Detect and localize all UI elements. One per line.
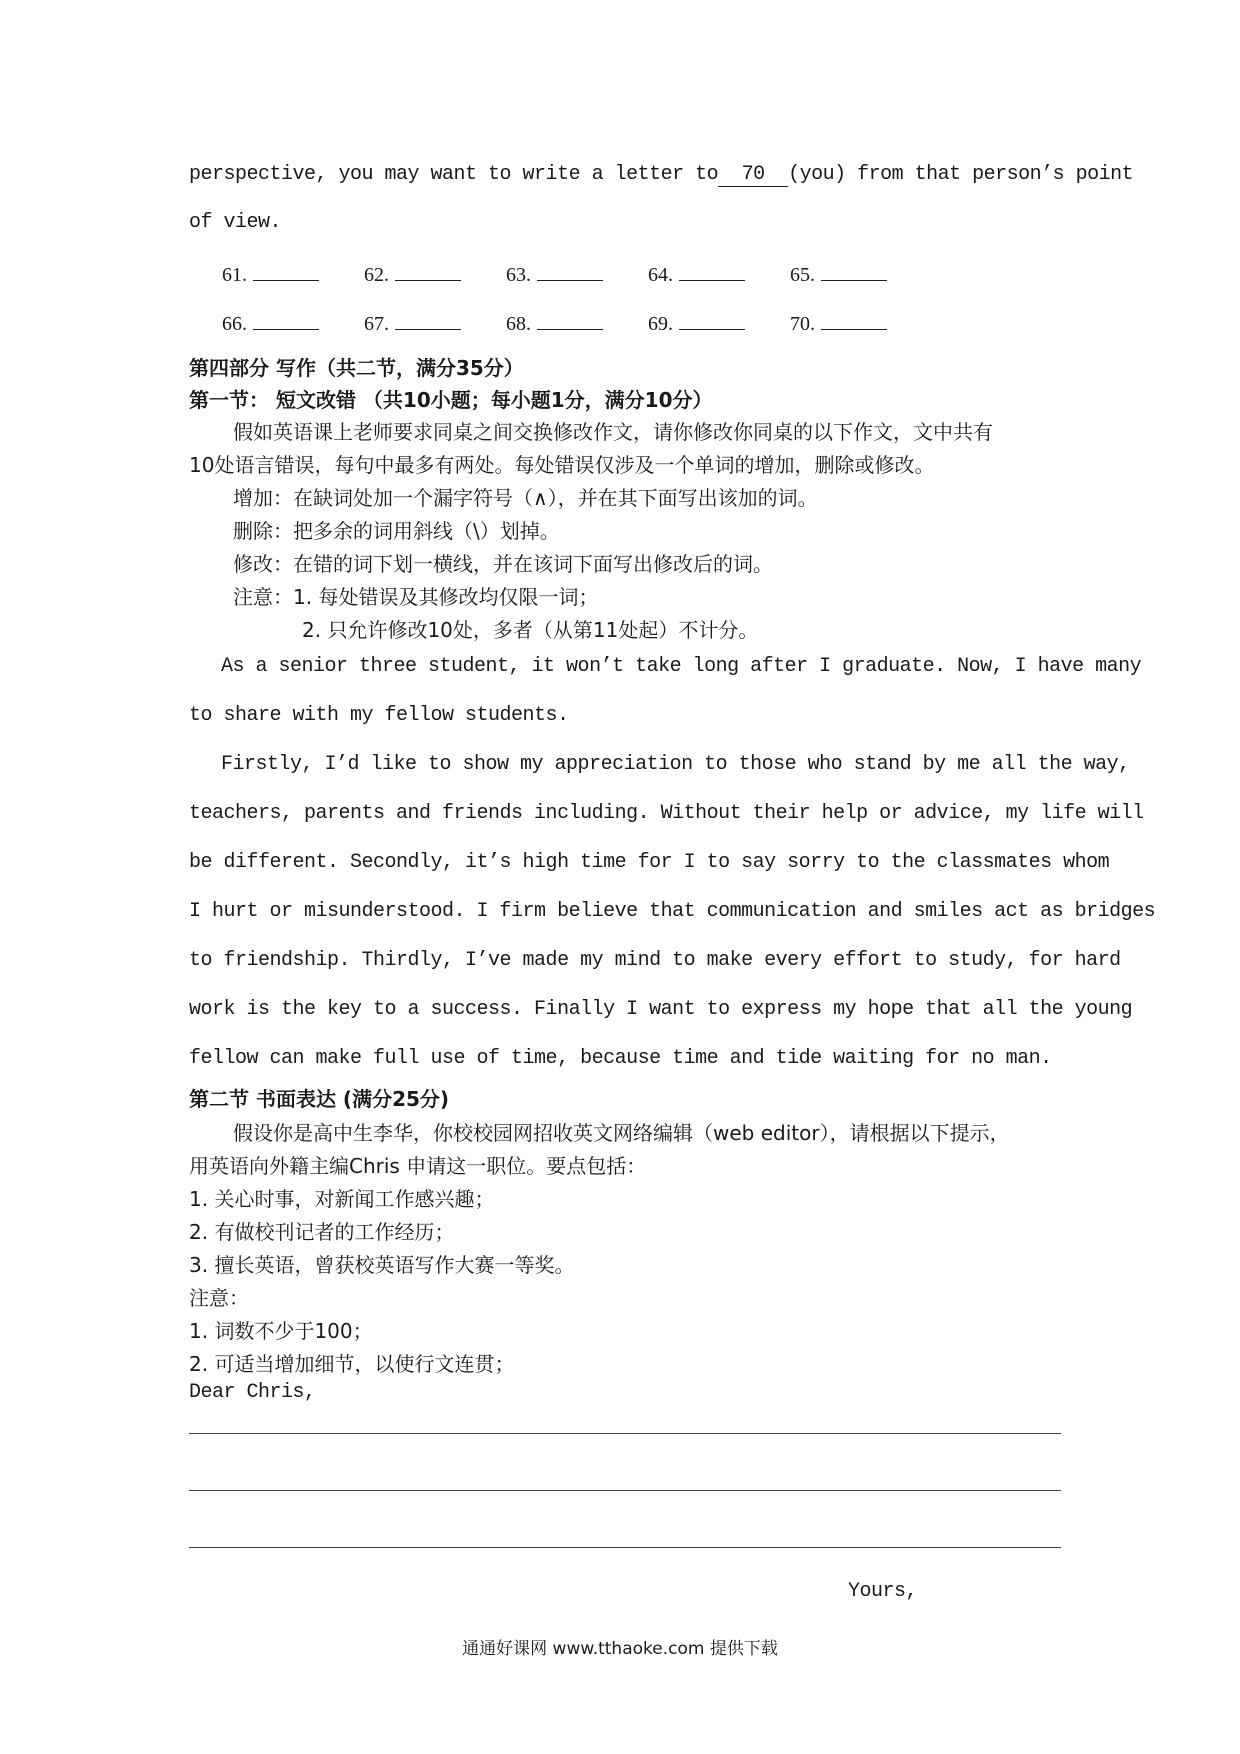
instruction-modify: 修改：在错的词下划一横线，并在该词下面写出修改后的词。 <box>233 552 773 576</box>
note-1: 1. 词数不少于100； <box>189 1319 373 1343</box>
answer-blank-69[interactable]: 69. <box>648 311 745 336</box>
instruction-note-2: 2. 只允许修改10处，多者（从第11处起）不计分。 <box>302 618 759 642</box>
answer-blank-67[interactable]: 67. <box>364 311 461 336</box>
writing-line-1[interactable] <box>189 1433 1061 1434</box>
section2-heading: 第二节 书面表达 (满分25分) <box>189 1087 450 1111</box>
answer-blank-70[interactable]: 70. <box>790 311 887 336</box>
essay-line-5: be different. Secondly, it’s high time for I to say sorry to the classmates whom <box>189 851 1110 874</box>
answer-blank-61[interactable]: 61. <box>222 262 319 287</box>
part4-heading: 第四部分 写作（共二节，满分35分） <box>189 356 524 380</box>
essay-line-9: fellow can make full use of time, because time and tide waiting for no man. <box>189 1047 1052 1070</box>
greeting: Dear Chris, <box>189 1381 316 1404</box>
writing-line-3[interactable] <box>189 1547 1061 1548</box>
instruction-add: 增加：在缺词处加一个漏字符号（∧），并在其下面写出该加的词。 <box>233 486 818 510</box>
passage-line-2: of view. <box>189 211 282 234</box>
passage-line-1 <box>189 163 1133 187</box>
footer-download-note: 通通好课网 www.tthaoke.com 提供下载 <box>462 1639 778 1659</box>
section2-intro-1: 假设你是高中生李华，你校校园网招收英文网络编辑（web editor），请根据以下提示， <box>233 1121 1010 1145</box>
closing: Yours, <box>848 1580 918 1603</box>
answer-blank-66[interactable]: 66. <box>222 311 319 336</box>
section1-intro-1: 假如英语课上老师要求同桌之间交换修改作文，请你修改你同桌的以下作文，文中共有 <box>233 420 993 444</box>
passage-text-before-blank: perspective, you may want to write a letter to <box>189 163 719 186</box>
answer-blank-68[interactable]: 68. <box>506 311 603 336</box>
answer-blank-64[interactable]: 64. <box>648 262 745 287</box>
note-2: 2. 可适当增加细节，以使行文连贯； <box>189 1352 515 1376</box>
section2-intro-2: 用英语向外籍主编Chris 申请这一职位。要点包括： <box>189 1154 647 1178</box>
note-label: 注意： <box>189 1286 249 1310</box>
essay-line-3: Firstly, I’d like to show my appreciation to those who stand by me all the way, <box>221 753 1130 776</box>
answer-blank-65[interactable]: 65. <box>790 262 887 287</box>
passage-text-after-blank: (you) from that person’s point <box>788 163 1134 186</box>
section1-intro-2: 10处语言错误，每句中最多有两处。每处错误仅涉及一个单词的增加，删除或修改。 <box>189 453 935 477</box>
instruction-note-1: 注意：1. 每处错误及其修改均仅限一词； <box>233 585 599 609</box>
essay-line-2: to share with my fellow students. <box>189 704 569 727</box>
point-2: 2. 有做校刊记者的工作经历； <box>189 1220 455 1244</box>
essay-line-4: teachers, parents and friends including. Without their help or advice, my life will <box>189 802 1144 825</box>
essay-line-6: I hurt or misunderstood. I firm believe that communication and smiles act as bridges <box>189 900 1156 923</box>
instruction-delete: 删除：把多余的词用斜线（\）划掉。 <box>233 519 560 543</box>
answer-blank-63[interactable]: 63. <box>506 262 603 287</box>
blank-70: 70 <box>718 163 788 187</box>
point-1: 1. 关心时事，对新闻工作感兴趣； <box>189 1187 495 1211</box>
essay-line-7: to friendship. Thirdly, I’ve made my mind to make every effort to study, for hard <box>189 949 1121 972</box>
section1-heading: 第一节： 短文改错 （共10小题；每小题1分，满分10分） <box>189 388 713 412</box>
answer-blank-62[interactable]: 62. <box>364 262 461 287</box>
essay-line-8: work is the key to a success. Finally I want to express my hope that all the young <box>189 998 1133 1021</box>
point-3: 3. 擅长英语，曾获校英语写作大赛一等奖。 <box>189 1253 575 1277</box>
writing-line-2[interactable] <box>189 1490 1061 1491</box>
essay-line-1: As a senior three student, it won’t take long after I graduate. Now, I have many <box>221 655 1142 678</box>
